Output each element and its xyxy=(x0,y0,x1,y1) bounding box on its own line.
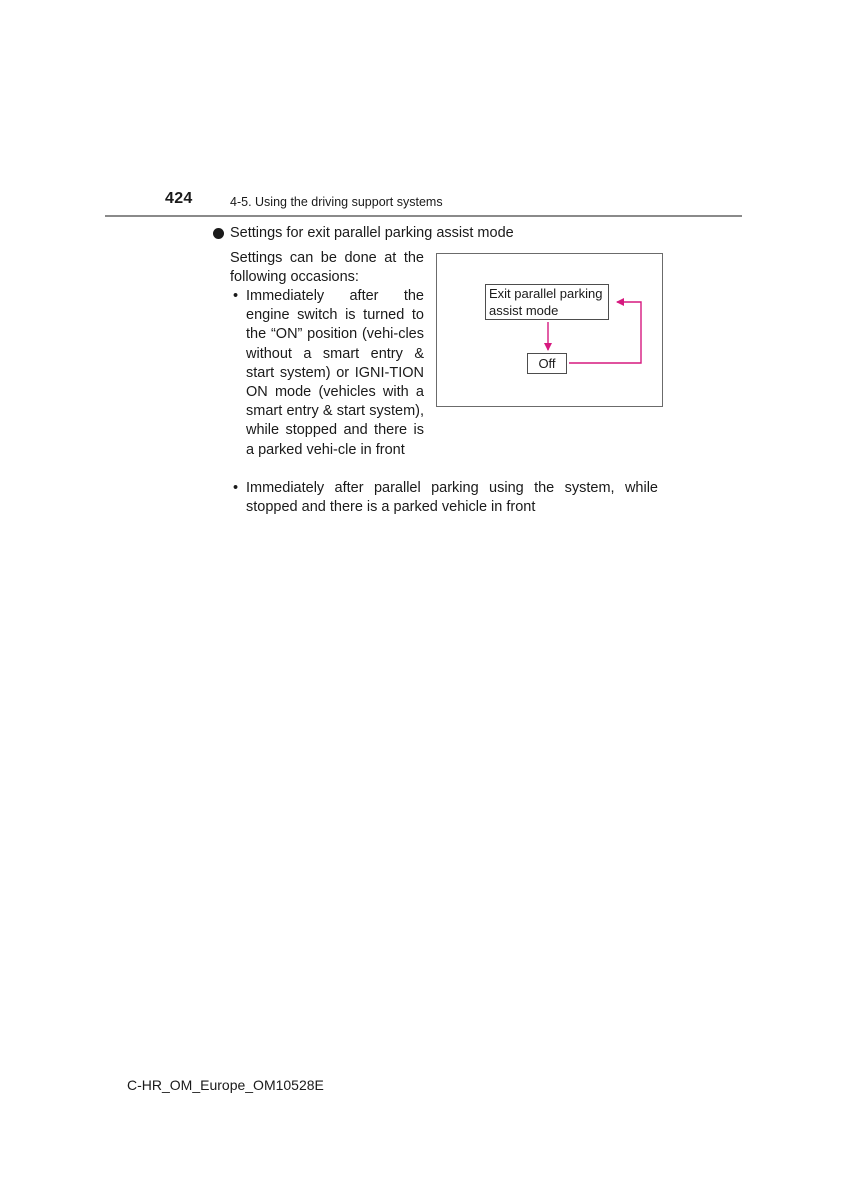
intro-paragraph xyxy=(230,249,424,287)
bullet-icon: • xyxy=(233,288,239,304)
list-item xyxy=(230,287,424,460)
occasion-list-continued xyxy=(230,479,658,517)
heading-text: Settings for exit parallel parking assist mode xyxy=(230,225,514,241)
bullet-dot-icon xyxy=(213,228,224,239)
off-box: Off xyxy=(527,353,567,374)
header-divider xyxy=(105,215,742,217)
page-number: 424 xyxy=(165,190,193,207)
settings-heading xyxy=(213,225,514,241)
bullet-icon: • xyxy=(233,480,239,496)
mode-diagram xyxy=(436,253,663,407)
occasion-list xyxy=(230,287,424,460)
list-item xyxy=(230,479,658,517)
diagram-arrows xyxy=(437,254,662,406)
footer-doc-code: C-HR_OM_Europe_OM10528E xyxy=(127,1077,324,1093)
exit-mode-box: Exit parallel parking assist mode xyxy=(485,284,609,320)
section-title: 4-5. Using the driving support systems xyxy=(230,195,443,209)
occasion-text-1: Immediately after the engine switch is turned to the “ON” position (vehi-cles without a smart entry & start system) or IGNI-TION ON mode (vehicles with a smart entry & start system), while stopped and there is a parked vehi-cle in front xyxy=(246,288,424,458)
occasion-text-2: Immediately after parallel parking using the system, while stopped and there is a parked vehicle in front xyxy=(246,480,658,516)
intro-text: Settings can be done at the following occasions: xyxy=(230,250,424,286)
